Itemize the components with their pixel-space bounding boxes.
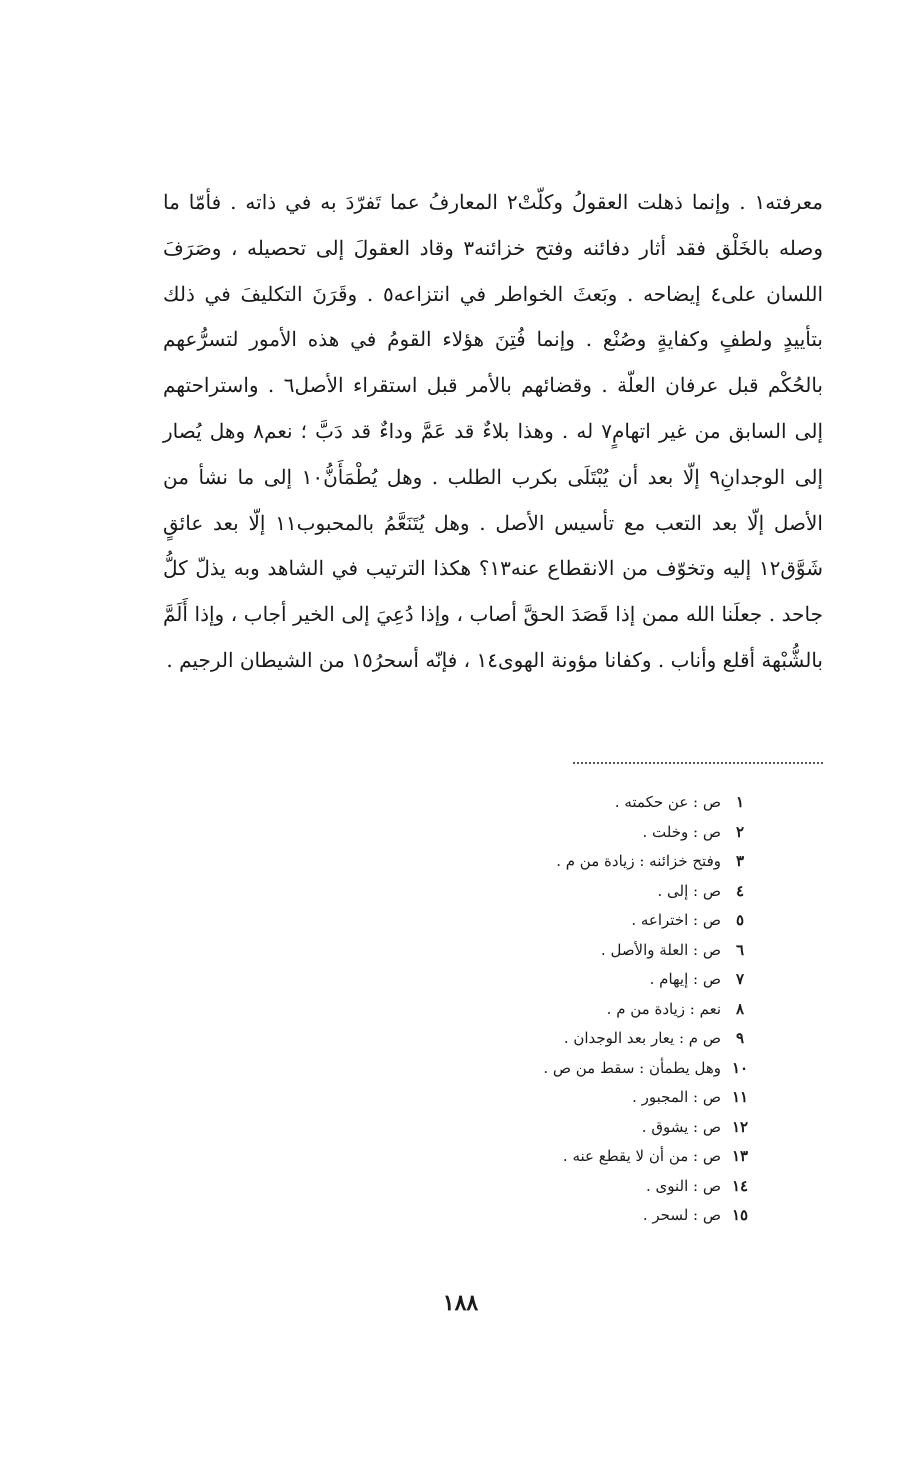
footnote-number: ٦: [735, 940, 745, 959]
footnote-number: ٨: [735, 999, 745, 1018]
footnote-number: ٣: [735, 852, 745, 870]
footnote-separator: [573, 762, 823, 764]
footnote-item: [333, 1113, 753, 1143]
footnote-number: ١٢: [731, 1117, 749, 1136]
footnote-number: ٢: [735, 822, 745, 841]
footnote-item: [333, 847, 753, 877]
footnote-number: ١١: [731, 1088, 749, 1106]
footnote-item: [333, 1142, 753, 1172]
footnote-item: [333, 906, 753, 936]
footnote-text: ص : العلة والأصل .: [600, 940, 721, 959]
footnote-text: ص : النوى .: [645, 1176, 721, 1195]
page-number: ١٨٨: [442, 1290, 479, 1316]
footnote-item: [333, 788, 753, 818]
main-paragraph: معرفته١ . وإنما ذهلت العقولُ وكلّتْ٢ المعارفُ عما تَفرّدَ به في ذاته . فأمّا ما وصله بالخَلْق فقد أثار دفائنه وفتح خزائنه٣ وقاد العقولَ إلى تحصيله ، وصَرَفَ اللسان على٤ إيضاحه . وبَعثَ الخواطر في انتزاعه٥ . وقَرَنَ التكليفَ في ذلك بتأييدٍ ولطفٍ وكفايةٍ وصُنْع . وإنما فُتِنَ هؤلاء القومُ في هذه الأمور لتسرُّعهم بالحُكْم قبل عرفان العلّة . وقضائهم بالأمر قبل استقراء الأصل٦ . واستراحتهم إلى السابق من غير اتهامٍ٧ له . وهذا بلاءٌ قد عَمَّ وداءٌ قد دَبَّ ؛ نعم٨ وهل يُصار إلى الوجدانِ٩ إلّا بعد أن يُبْتَلَى بكرب الطلب . وهل يُطْمَأَنُّ١٠ إلى ما نشأ من الأصل إلّا بعد التعب مع تأسيس الأصل . وهل يُتَنَعَّمُ بالمحبوب١١ إلّا بعد عائقٍ شَوَّق١٢ إليه وتخوّف من الانقطاع عنه١٣؟ هكذا الترتيب في الشاهد وبه يذلّ كلُّ جاحد . جعلَنا الله ممن إذا قَصَدَ الحقَّ أصاب ، وإذا دُعِيَ إلى الخير أجاب ، وإذا أَلَمَّ بالشُّبْهة أقلع وأناب . وكفانا مؤونة الهوى١٤ ، فإنّه أسحرُ١٥ من الشيطان الرجيم .: [163, 190, 824, 672]
footnote-number: ١٠: [731, 1058, 749, 1077]
footnote-text: ص : وخلت .: [642, 822, 721, 841]
footnote-text: ص م : يعار بعد الوجدان .: [563, 1029, 721, 1047]
footnote-number: ١٣: [731, 1147, 749, 1165]
footnote-item: [333, 818, 753, 848]
footnote-text: ص : عن حكمته .: [614, 793, 721, 811]
footnote-number: ١٤: [731, 1176, 749, 1195]
footnote-text: ص : اختراعه .: [631, 911, 721, 929]
footnote-text: وهل يطمأن : سقط من ص .: [543, 1058, 721, 1077]
footnote-item: [333, 1172, 753, 1202]
footnote-text: ص : إيهام .: [649, 970, 721, 988]
footnote-text: وفتح خزائنه : زيادة من م .: [556, 852, 721, 870]
footnote-number: ٤: [735, 881, 745, 900]
footnote-text: ص : يشوق .: [641, 1117, 721, 1136]
footnote-item: [333, 995, 753, 1025]
footnote-number: ٧: [735, 970, 745, 988]
footnote-item: [333, 1083, 753, 1113]
footnote-item: [333, 1024, 753, 1054]
footnote-number: ٩: [735, 1029, 745, 1047]
footnote-item: [333, 965, 753, 995]
footnote-item: [333, 936, 753, 966]
footnote-text: ص : من أن لا يقطع عنه .: [562, 1147, 721, 1165]
footnote-text: نعم : زيادة من م .: [606, 999, 721, 1018]
footnotes-list: [333, 788, 753, 1231]
footnote-number: ١٥: [731, 1206, 749, 1224]
footnote-text: ص : إلى .: [657, 881, 721, 900]
footnote-item: [333, 1201, 753, 1231]
footnote-number: ٥: [735, 911, 745, 929]
footnote-text: ص : لسحر .: [642, 1206, 721, 1224]
footnote-number: ١: [735, 793, 745, 811]
footnote-text: ص : المجبور .: [632, 1088, 721, 1106]
footnote-item: [333, 1054, 753, 1084]
footnote-item: [333, 877, 753, 907]
